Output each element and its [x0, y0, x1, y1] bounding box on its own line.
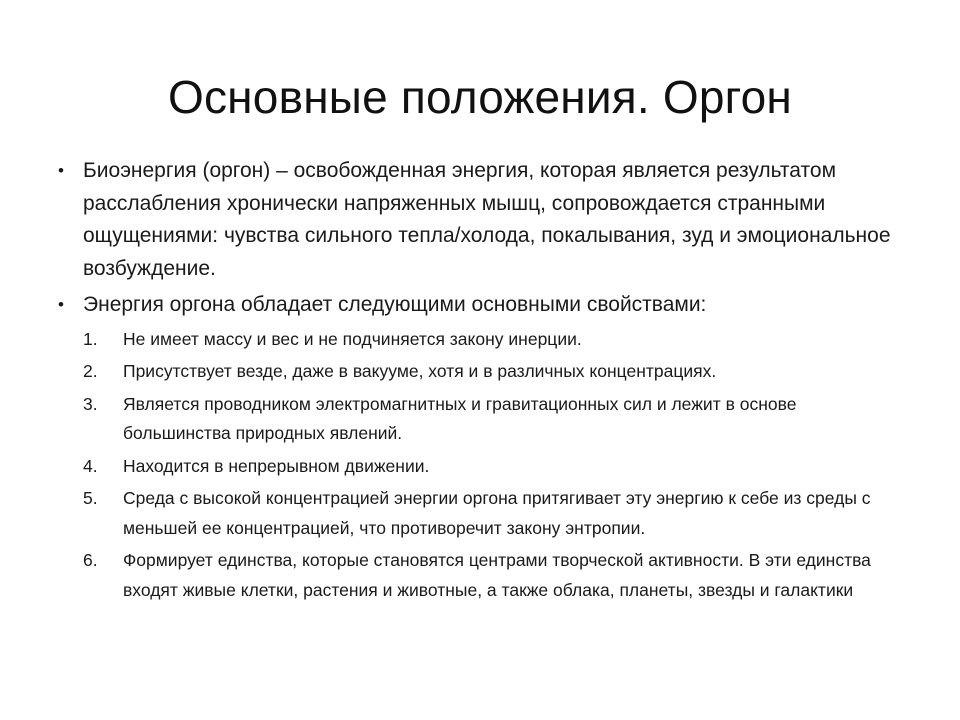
list-item-text: Является проводником электромагнитных и гравитационных сил и лежит в основе большинства природных явлений.: [123, 393, 797, 443]
list-item-text: Формирует единства, которые становятся центрами творческой активности. В эти единства входят живые клетки, растения и животные, а также облака, планеты, звезды и галактики: [123, 550, 871, 600]
list-item-text: Среда с высокой концентрацией энергии оргона притягивает эту энергию к себе из среды с меньшей ее концентрацией, что противоречит закону энтропии.: [123, 488, 871, 538]
list-item-number: 3.: [83, 393, 98, 414]
bullet-icon: •: [58, 161, 64, 180]
list-item-text: Присутствует везде, даже в вакууме, хотя и в различных концентрациях.: [123, 361, 717, 381]
bullet-item-properties: [58, 289, 908, 322]
bullet-text: Энергия оргона обладает следующими основными свойствами:: [83, 293, 707, 316]
list-item-number: 4.: [83, 455, 98, 476]
list-item: [83, 325, 908, 355]
list-item: [83, 484, 908, 543]
slide-content: [58, 155, 908, 605]
list-item-number: 2.: [83, 361, 98, 381]
bullet-text: Биоэнергия (оргон) – освобожденная энергия, которая является результатом расслабления хронически напряженных мышц, сопровождается странными ощущениями: чувства сильного тепла/холода, покалывания, зуд и эмоциональное возбуждение.: [83, 159, 891, 280]
list-item: [83, 452, 908, 482]
list-item-text: Не имеет массу и вес и не подчиняется закону инерции.: [123, 328, 582, 349]
list-item-number: 1.: [83, 328, 98, 349]
bullet-icon: •: [58, 295, 64, 314]
list-item: [83, 390, 908, 449]
list-item-text: Находится в непрерывном движении.: [123, 455, 430, 476]
properties-list: [58, 325, 908, 606]
bullet-item-bioenergy: [58, 155, 908, 285]
list-item-number: 6.: [83, 550, 98, 570]
list-item-number: 5.: [83, 488, 98, 508]
slide-title: Основные положения. Оргон: [168, 71, 792, 123]
list-item: [83, 357, 908, 387]
list-item: [83, 546, 908, 605]
